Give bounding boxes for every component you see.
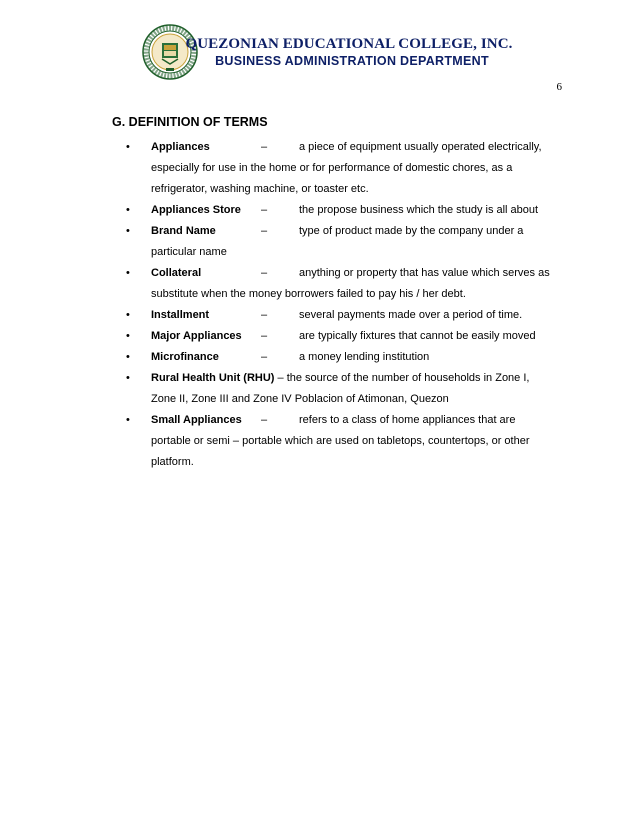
term-line [151,410,563,431]
page-number: 6 [556,81,562,93]
term-dash: – [261,351,268,363]
bullet-icon: • [126,351,130,363]
term-item [126,137,563,200]
term-item [126,305,563,326]
term-name: Installment [151,309,210,321]
term-definition: several payments made over a period of time. [299,309,523,321]
bullet-icon: • [126,309,130,321]
term-definition: a piece of equipment usually operated electrically, [299,141,542,153]
bullet-icon: • [126,225,130,237]
term-definition-continued: especially for use in the home or for performance of domestic chores, as a [151,162,513,174]
term-name: Major Appliances [151,330,242,342]
term-name: Microfinance [151,351,219,363]
term-definition-continued: refrigerator, washing machine, or toaster etc. [151,183,369,195]
term-item [126,200,563,221]
term-dash: – [261,204,268,216]
term-definition-continued: Zone II, Zone III and Zone IV Poblacion of Atimonan, Quezon [151,393,449,405]
term-name: Appliances Store [151,204,241,216]
term-definition-continued: particular name [151,246,227,258]
term-dash: – [261,330,268,342]
term-definition: are typically fixtures that cannot be easily moved [299,330,536,342]
term-line [151,305,563,326]
term-line [151,368,563,389]
term-item [126,221,563,263]
term-line [151,263,563,284]
term-definition: refers to a class of home appliances that are [299,414,516,426]
term-dash: – [261,309,268,321]
term-dash: – [261,414,268,426]
terms-list [126,137,563,473]
bullet-icon: • [126,204,130,216]
term-definition: the source of the number of households in Zone I, [286,372,530,384]
term-item [126,410,563,473]
term-line [151,137,563,158]
section-title: G. DEFINITION OF TERMS [112,115,268,129]
term-item [126,326,563,347]
term-dash: – [261,267,268,279]
term-line [151,221,563,242]
term-line [151,200,563,221]
term-item [126,368,563,410]
department-name: BUSINESS ADMINISTRATION DEPARTMENT [215,54,489,68]
term-name: Brand Name [151,225,216,237]
term-line [151,326,563,347]
term-definition: the propose business which the study is all about [299,204,539,216]
term-definition: anything or property that has value which serves as [299,267,550,279]
term-definition-continued: portable or semi – portable which are used on tabletops, countertops, or other [151,435,530,447]
term-name: Rural Health Unit (RHU) [151,372,275,384]
term-definition: type of product made by the company under a [299,225,524,237]
term-name: Small Appliances [151,414,242,426]
term-definition-continued: substitute when the money borrowers failed to pay his / her debt. [151,288,466,300]
term-definition-continued: platform. [151,456,194,468]
term-name: Collateral [151,267,202,279]
term-definition: a money lending institution [299,351,430,363]
term-dash: – [261,225,268,237]
bullet-icon: • [126,141,130,153]
bullet-icon: • [126,267,130,279]
term-line [151,347,563,368]
college-name: QUEZONIAN EDUCATIONAL COLLEGE, INC. [185,36,513,52]
term-dash: – [261,141,268,153]
term-name: Appliances [151,141,210,153]
bullet-icon: • [126,330,130,342]
term-dash: – [277,372,284,384]
bullet-icon: • [126,372,130,384]
term-item [126,263,563,305]
term-item [126,347,563,368]
bullet-icon: • [126,414,130,426]
